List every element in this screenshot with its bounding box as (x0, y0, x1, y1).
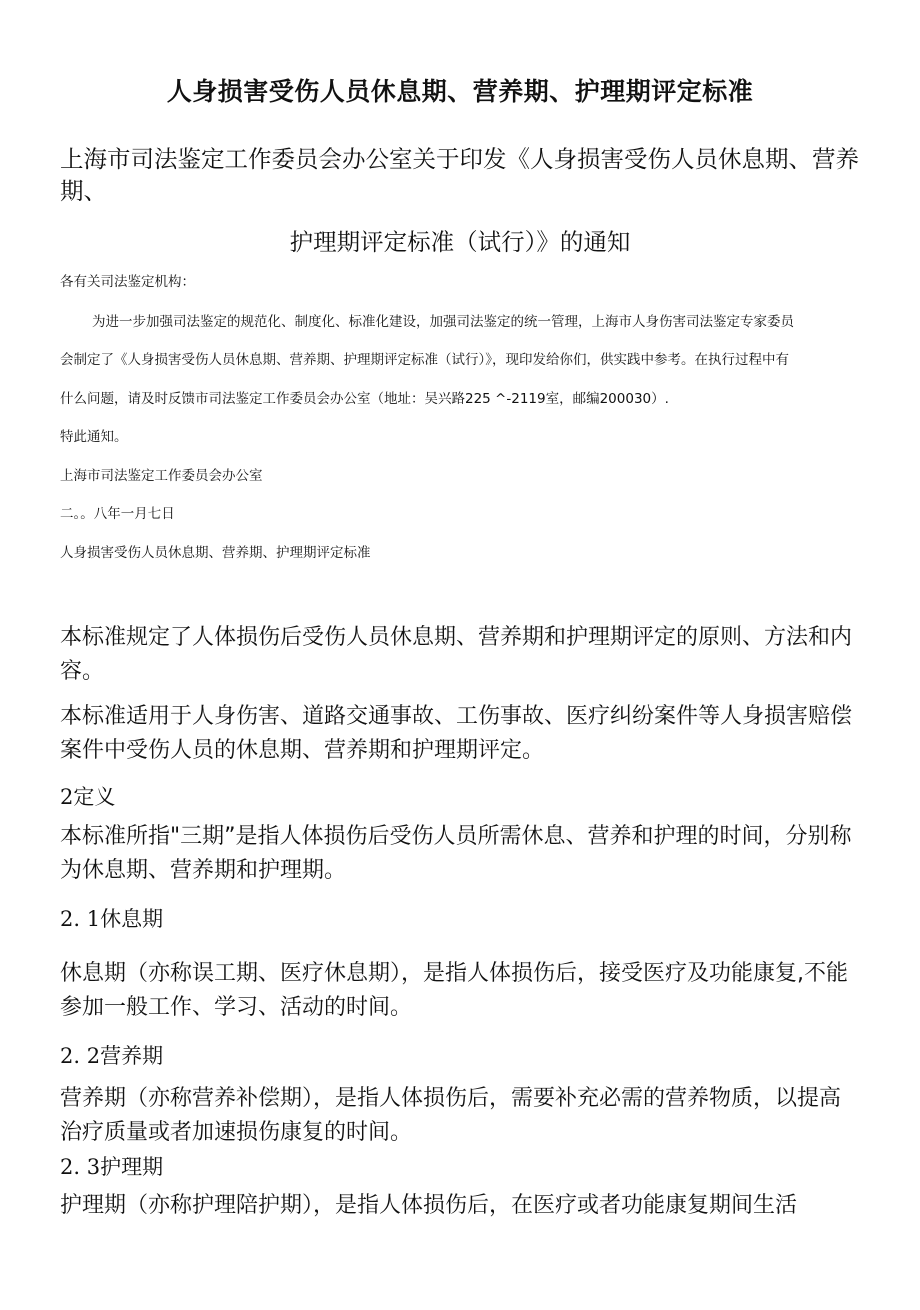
special-notice: 特此通知。 (60, 429, 128, 445)
body-line-1: 为进一步加强司法鉴定的规范化、制度化、标准化建设，加强司法鉴定的统一管理，上海市人身伤害司法鉴定专家委员 (92, 314, 794, 330)
issuer-signature: 上海市司法鉴定工作委员会办公室 (60, 468, 263, 484)
section-2-1-text: 休息期（亦称误工期、医疗休息期），是指人体损伤后，接受医疗及功能康复,不能参加一般工作、学习、活动的时间。 (60, 961, 848, 1020)
section-2-2-heading: 2. 2营养期 (60, 1044, 164, 1068)
body-line-2: 会制定了《人身损害受伤人员休息期、营养期、护理期评定标准（试行）》，现印发给你们，供实践中参考。在执行过程中有 (60, 352, 789, 368)
body-line-3: 什么问题，请及时反馈市司法鉴定工作委员会办公室（地址：吴兴路225 ^-2119室，邮编200030）. (60, 391, 669, 407)
issue-date: 二。。八年一月七日 (60, 506, 175, 522)
section-2-1-heading: 2. 1休息期 (60, 907, 164, 931)
scope-paragraph-2: 本标准适用于人身伤害、道路交通事故、工伤事故、医疗纠纷案件等人身损害赔偿案件中受伤人员的休息期、营养期和护理期评定。 (60, 704, 853, 763)
document-title: 人身损害受伤人员休息期、营养期、护理期评定标准 (166, 77, 754, 106)
section-2-3-text: 护理期（亦称护理陪护期），是指人体损伤后，在医疗或者功能康复期间生活 (60, 1193, 798, 1218)
salutation: 各有关司法鉴定机构： (60, 274, 195, 290)
section-2-text: 本标准所指"三期”是指人体损伤后受伤人员所需休息、营养和护理的时间，分别称为休息期、营养期和护理期。 (60, 824, 852, 883)
notice-title-line1: 上海市司法鉴定工作委员会办公室关于印发《人身损害受伤人员休息期、营养期、 (60, 145, 859, 205)
section-2-3-heading: 2. 3护理期 (60, 1155, 164, 1179)
section-2-heading: 2定义 (60, 785, 116, 809)
scope-paragraph-1: 本标准规定了人体损伤后受伤人员休息期、营养期和护理期评定的原则、方法和内容。 (60, 625, 853, 684)
notice-title-line2: 护理期评定标准（试行）》的通知 (289, 228, 631, 256)
section-2-2-text: 营养期（亦称营养补偿期），是指人体损伤后，需要补充必需的营养物质，以提高治疗质量或者加速损伤康复的时间。 (60, 1086, 842, 1145)
standard-name: 人身损害受伤人员休息期、营养期、护理期评定标准 (60, 545, 371, 561)
